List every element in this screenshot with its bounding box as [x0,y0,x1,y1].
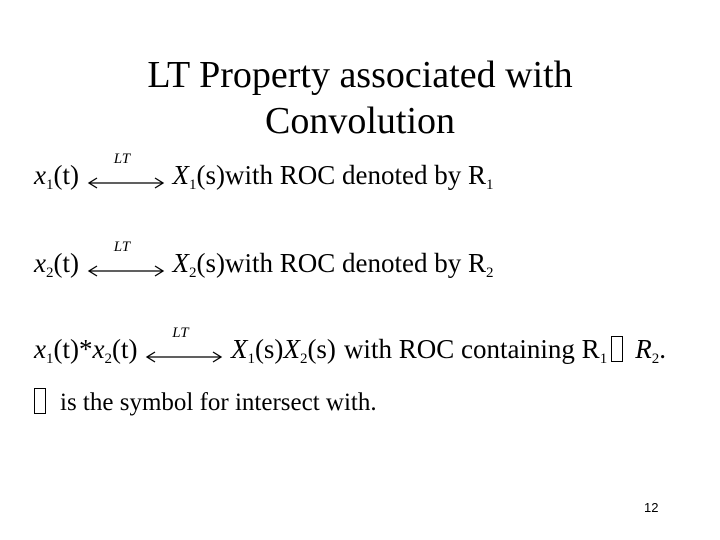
lt-arrow-icon [144,324,224,367]
eq1-rhs-variable: X [172,160,189,190]
eq1-rhs-subscript: 1 [188,177,197,193]
eq3-x2-variable: x [92,334,105,364]
eq1-rhs-argument: (s) [196,160,225,190]
eq2-lhs-variable: x [34,248,46,278]
slide-title [0,52,720,144]
title-line-2: Convolution [264,100,456,142]
convolution-star: * [78,334,93,364]
eq1-lhs-subscript: 1 [45,177,54,193]
eq1-lhs-variable: x [34,160,46,190]
page-number: 12 [644,500,659,515]
title-line-1: LT Property associated with [147,54,573,96]
arrow-label: LT [172,324,189,341]
eq1-lhs-argument: (t) [53,160,79,190]
eq3-r2-subscript: 2 [651,351,660,367]
eq3-X1-argument: (s) [254,334,284,364]
intersect-symbol-icon [611,336,623,362]
equation-1 [34,150,494,200]
equation-2 [34,238,494,288]
eq1-roc-subscript: 1 [485,177,494,193]
eq3-r1-subscript: 1 [599,351,608,367]
intersect-note [34,388,377,417]
lt-arrow-icon [86,238,166,281]
eq2-roc-subscript: 2 [485,265,494,281]
eq3-X1-variable: X [230,334,248,364]
eq3-x2-argument: (t) [111,334,138,364]
lt-arrow-icon [86,150,166,193]
arrow-label: LT [113,238,131,255]
eq3-x1-variable: x [34,334,46,364]
eq1-text: with ROC denoted by R [224,160,486,190]
arrow-label: LT [113,150,131,167]
eq3-x1-argument: (t) [53,334,79,364]
eq3-X2-argument: (s) [307,334,336,364]
equation-3 [34,324,666,374]
eq2-rhs-variable: X [172,248,189,278]
eq3-X2-subscript: 2 [299,351,308,367]
eq3-x1-subscript: 1 [45,351,54,367]
eq2-lhs-subscript: 2 [45,265,54,281]
eq2-rhs-argument: (s) [196,248,225,278]
note-text: is the symbol for intersect with. [60,389,377,416]
eq3-period: . [659,334,666,364]
eq3-r2: R [635,334,652,364]
eq3-x2-subscript: 2 [104,351,112,367]
eq3-X2-variable: X [283,334,300,364]
eq2-text: with ROC denoted by R [224,248,486,278]
eq3-X1-subscript: 1 [247,351,255,367]
eq3-text: with ROC containing R [343,334,600,364]
eq2-lhs-argument: (t) [53,248,79,278]
eq2-rhs-subscript: 2 [188,265,197,281]
intersect-symbol-icon [34,388,46,414]
